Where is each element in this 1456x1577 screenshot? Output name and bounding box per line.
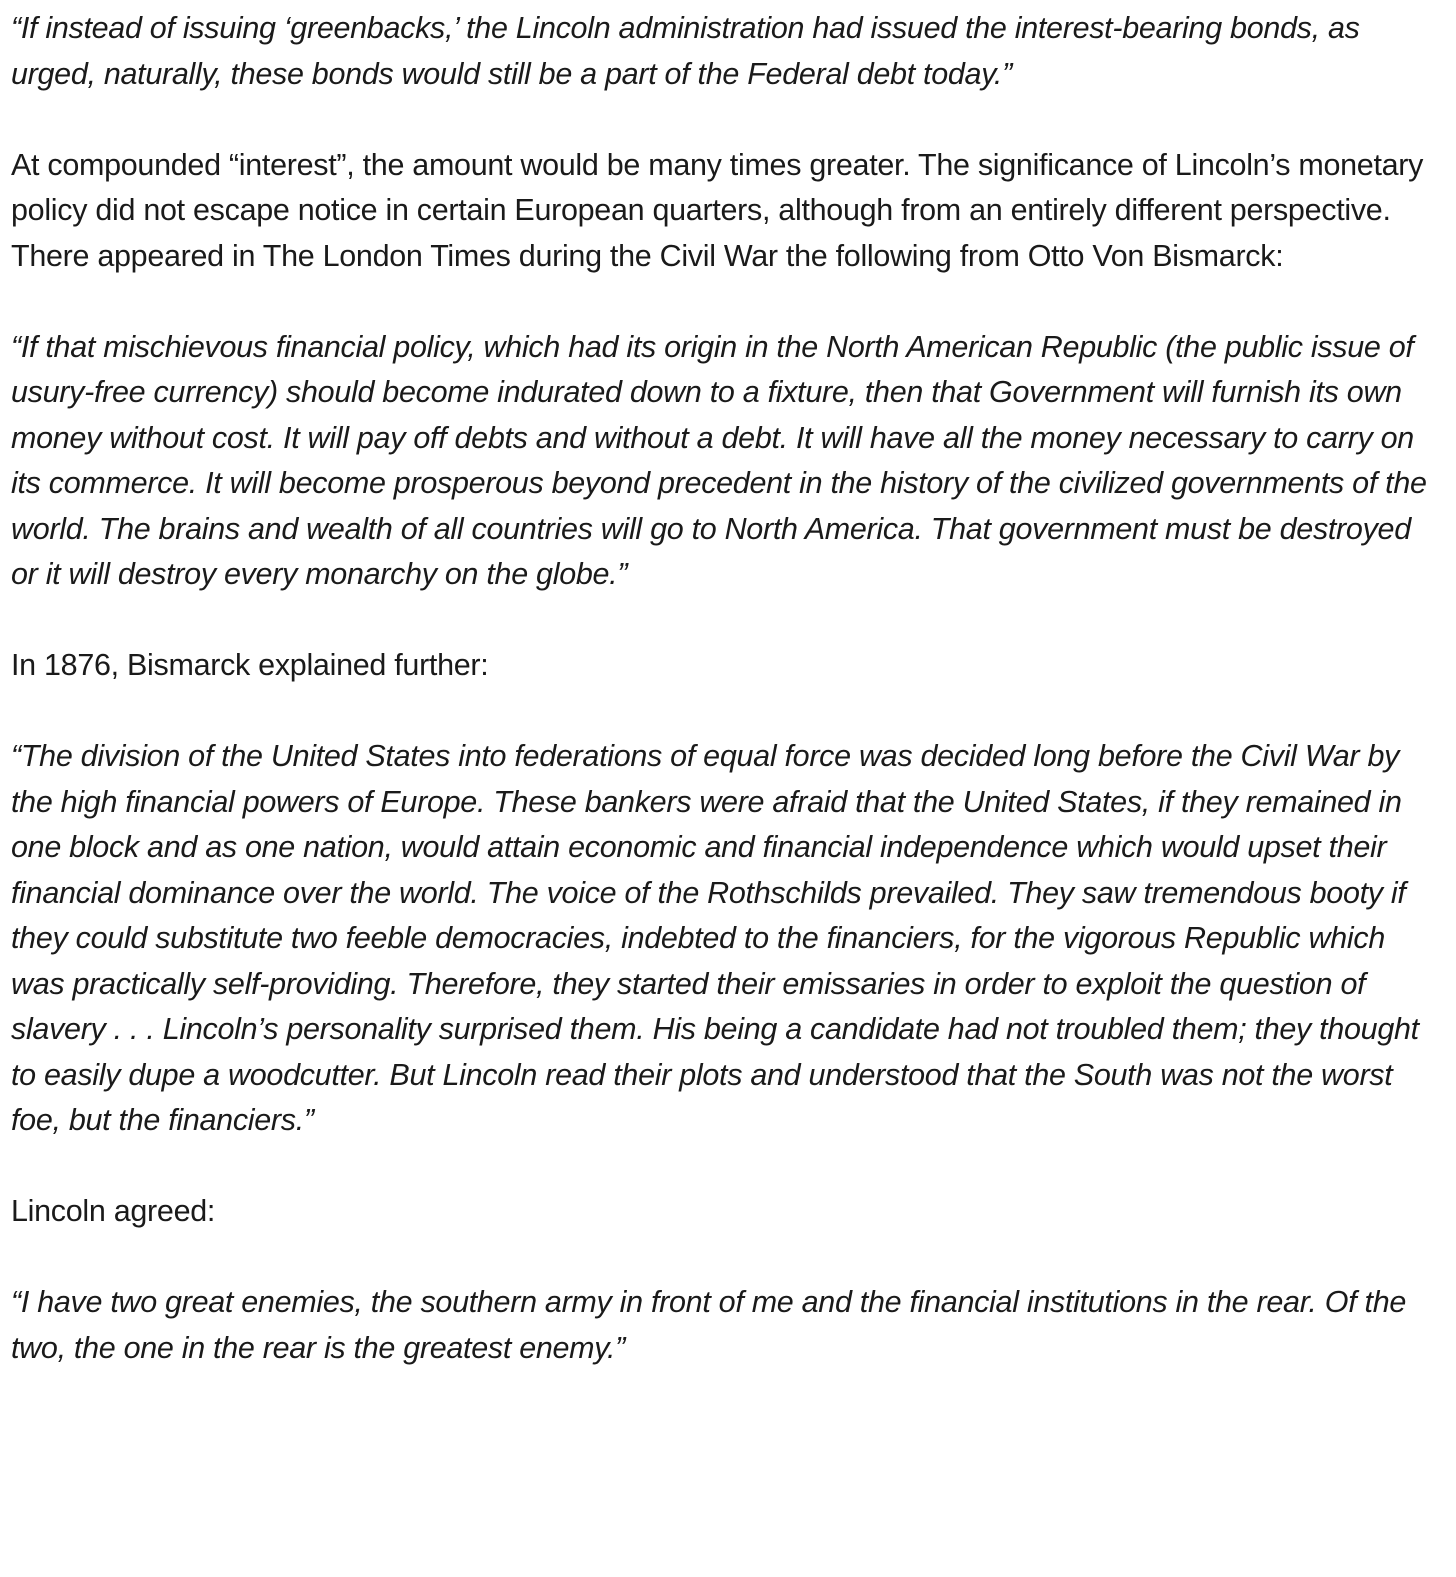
paragraph-bismarck-1876: In 1876, Bismarck explained further:: [11, 648, 489, 682]
quote-bismarck-division: “The division of the United States into federations of equal force was decided long before the Civil War by the high financial powers of Europe. These bankers were afraid that the United States, if they remained in one block and as one nation, would attain economic and financial independence which would upset their financial dominance over the world. The voice of the Rothschilds prevailed. They saw tremendous booty if they could substitute two feeble democracies, indebted to the financiers, for the vigorous Republic which was practically self-providing. Therefore, they started their emissaries in order to exploit the question of slavery . . . Lincoln’s personality surprised them. His being a candidate had not troubled them; they thought to easily dupe a woodcutter. But Lincoln read their plots and understood that the South was not the worst foe, but the financiers.”: [11, 739, 1419, 1137]
quote-greenbacks: “If instead of issuing ‘greenbacks,’ the Lincoln administration had issued the interest-bearing bonds, as urged, naturally, these bonds would still be a part of the Federal debt today.”: [11, 11, 1360, 91]
quote-lincoln-two-enemies: “I have two great enemies, the southern army in front of me and the financial institutions in the rear. Of the two, the one in the rear is the greatest enemy.”: [11, 1285, 1407, 1365]
article-body: [11, 6, 1431, 1371]
paragraph-compounded-interest: At compounded “interest”, the amount would be many times greater. The significance of Lincoln’s monetary policy did not escape notice in certain European quarters, although from an entirely different perspective. There appeared in The London Times during the Civil War the following from Otto Von Bismarck:: [11, 147, 1424, 273]
quote-bismarck-london-times: “If that mischievous financial policy, which had its origin in the North American Republic (the public issue of usury-free currency) should become indurated down to a fixture, then that Government will furnish its own money without cost. It will pay off debts and without a debt. It will have all the money necessary to carry on its commerce. It will become prosperous beyond precedent in the history of the civilized governments of the world. The brains and wealth of all countries will go to North America. That government must be destroyed or it will destroy every monarchy on the globe.”: [11, 329, 1427, 591]
paragraph-lincoln-agreed: Lincoln agreed:: [11, 1194, 216, 1228]
